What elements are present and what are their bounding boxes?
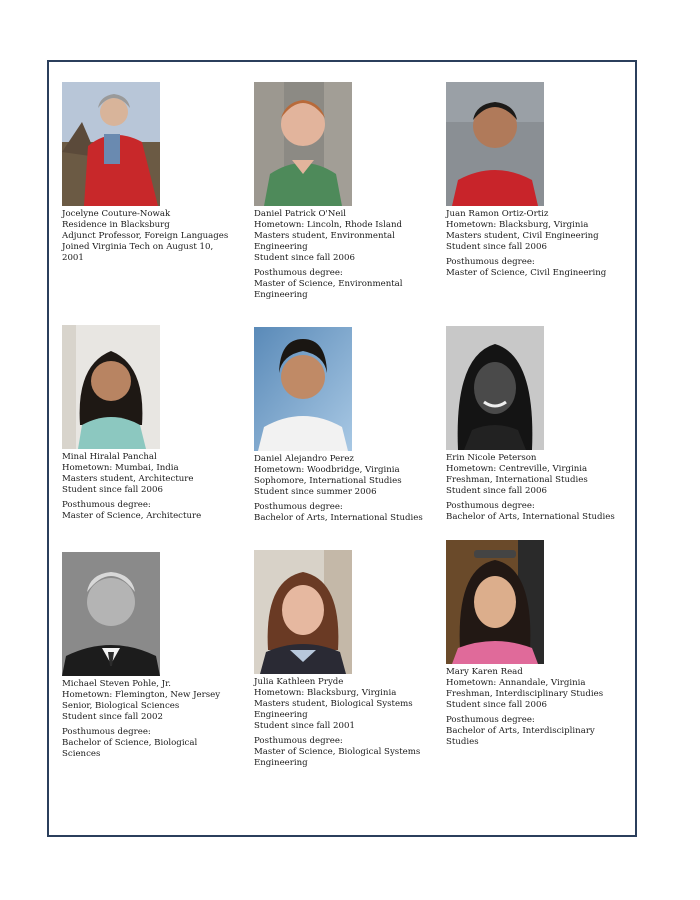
degree-label: Posthumous degree: [446, 501, 535, 511]
portrait-photo [254, 550, 352, 674]
portrait-photo [62, 552, 160, 676]
degree-label: Posthumous degree: [446, 257, 535, 267]
portrait-photo [446, 326, 544, 450]
degree-label: Posthumous degree: [254, 268, 343, 278]
person-detail: Hometown: Flemington, New Jersey [62, 690, 221, 700]
degree-value: Master of Science, Biological Systems Engineering [254, 747, 421, 768]
person-detail: Senior, Biological Sciences [62, 701, 180, 711]
person-name: Minal Hiralal Panchal [62, 452, 157, 462]
person-detail: Joined Virginia Tech on August 10, 2001 [62, 242, 214, 263]
person-detail: Hometown: Lincoln, Rhode Island [254, 220, 402, 230]
portrait-photo [62, 82, 160, 206]
person-detail: Masters student, Biological Systems Engineering [254, 699, 413, 720]
person-name: Michael Steven Pohle, Jr. [62, 679, 171, 689]
person-detail: Adjunct Professor, Foreign Languages [62, 231, 229, 241]
person-detail: Hometown: Centreville, Virginia [446, 464, 588, 474]
person-detail: Hometown: Mumbai, India [62, 463, 179, 473]
person-name: Jocelyne Couture-Nowak [62, 209, 171, 219]
portrait-photo [254, 327, 352, 451]
person-detail: Student since summer 2006 [254, 487, 377, 497]
person-card [254, 550, 424, 769]
person-detail: Masters student, Civil Engineering [446, 231, 599, 241]
degree-label: Posthumous degree: [62, 727, 151, 737]
degree-value: Master of Science, Architecture [62, 511, 202, 521]
person-detail: Hometown: Blacksburg, Virginia [446, 220, 589, 230]
person-detail: Student since fall 2002 [62, 712, 163, 722]
person-card [446, 326, 616, 523]
person-detail: Freshman, International Studies [446, 475, 588, 485]
degree-value: Bachelor of Arts, International Studies [446, 512, 615, 522]
person-detail: Hometown: Woodbridge, Virginia [254, 465, 400, 475]
degree-value: Master of Science, Environmental Engineering [254, 279, 403, 300]
degree-label: Posthumous degree: [254, 736, 343, 746]
person-card [62, 325, 232, 522]
person-detail: Hometown: Blacksburg, Virginia [254, 688, 397, 698]
degree-label: Posthumous degree: [446, 715, 535, 725]
person-card [254, 327, 424, 524]
person-card [62, 82, 232, 264]
person-detail: Student since fall 2006 [446, 486, 547, 496]
person-name: Erin Nicole Peterson [446, 453, 537, 463]
person-detail: Masters student, Architecture [62, 474, 194, 484]
person-detail: Student since fall 2006 [446, 700, 547, 710]
person-name: Daniel Alejandro Perez [254, 454, 354, 464]
person-name: Daniel Patrick O'Neil [254, 209, 346, 219]
person-detail: Student since fall 2001 [254, 721, 355, 731]
person-detail: Sophomore, International Studies [254, 476, 402, 486]
person-card [446, 82, 616, 279]
portrait-photo [446, 82, 544, 206]
portrait-photo [62, 325, 160, 449]
degree-value: Bachelor of Arts, Interdisciplinary Studies [446, 726, 595, 747]
degree-label: Posthumous degree: [62, 500, 151, 510]
person-detail: Student since fall 2006 [254, 253, 355, 263]
degree-value: Bachelor of Science, Biological Sciences [62, 738, 198, 759]
person-name: Mary Karen Read [446, 667, 523, 677]
person-detail: Student since fall 2006 [62, 485, 163, 495]
person-name: Juan Ramon Ortiz-Ortiz [446, 209, 549, 219]
person-detail: Freshman, Interdisciplinary Studies [446, 689, 604, 699]
person-detail: Residence in Blacksburg [62, 220, 170, 230]
degree-value: Bachelor of Arts, International Studies [254, 513, 423, 523]
degree-label: Posthumous degree: [254, 502, 343, 512]
person-name: Julia Kathleen Pryde [254, 677, 344, 687]
person-card [254, 82, 424, 301]
portrait-photo [254, 82, 352, 206]
person-detail: Masters student, Environmental Engineering [254, 231, 395, 252]
degree-value: Master of Science, Civil Engineering [446, 268, 607, 278]
person-detail: Hometown: Annandale, Virginia [446, 678, 586, 688]
portrait-photo [446, 540, 544, 664]
person-card [446, 540, 616, 748]
person-card [62, 552, 232, 760]
person-detail: Student since fall 2006 [446, 242, 547, 252]
